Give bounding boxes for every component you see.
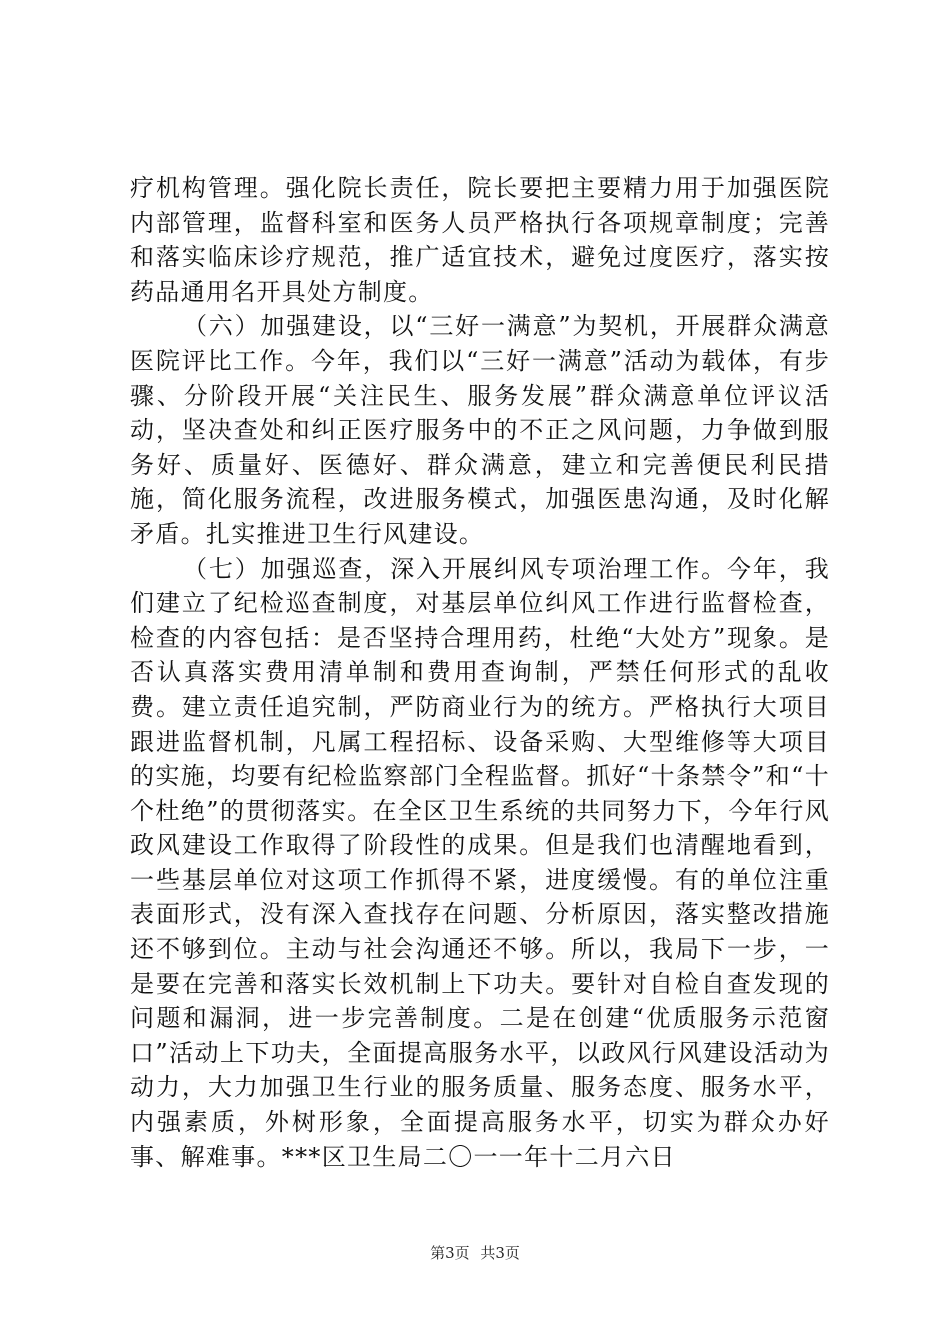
document-body (130, 171, 830, 1174)
page-footer (0, 1243, 950, 1263)
paragraph-hospital-management: 疗机构管理。强化院长责任，院长要把主要精力用于加强医院内部管理，监督科室和医务人员严格执行各项规章制度；完善和落实临床诊疗规范，推广适宜技术，避免过度医疗，落实按药品通用名开具处方制度。 (130, 174, 830, 306)
current-page-label: 第3页 (430, 1244, 470, 1262)
total-pages-label: 共3页 (480, 1244, 520, 1262)
paragraph-section-six: （六）加强建设，以“三好一满意”为契机，开展群众满意医院评比工作。今年，我们以“三好一满意”活动为载体，有步骤、分阶段开展“关注民生、服务发展”群众满意单位评议活动，坚决查处和纠正医疗服务中的不正之风问题，力争做到服务好、质量好、医德好、群众满意，建立和完善便民利民措施，简化服务流程，改进服务模式，加强医患沟通，及时化解矛盾。扎实推进卫生行风建设。 (130, 312, 830, 548)
paragraph-section-seven: （七）加强巡查，深入开展纠风专项治理工作。今年，我们建立了纪检巡查制度，对基层单位纠风工作进行监督检查，检查的内容包括：是否坚持合理用药，杜绝“大处方”现象。是否认真落实费用清单制和费用查询制，严禁任何形式的乱收费。建立责任追究制，严防商业行为的统方。严格执行大项目跟进监督机制，凡属工程招标、设备采购、大型维修等大项目的实施，均要有纪检监察部门全程监督。抓好“十条禁令”和“十个杜绝”的贯彻落实。在全区卫生系统的共同努力下，今年行风政风建设工作取得了阶段性的成果。但是我们也清醒地看到，一些基层单位对这项工作抓得不紧，进度缓慢。有的单位注重表面形式，没有深入查找存在问题、分析原因，落实整改措施还不够到位。主动与社会沟通还不够。所以，我局下一步，一是要在完善和落实长效机制上下功夫。要针对自检自查发现的问题和漏洞，进一步完善制度。二是在创建“优质服务示范窗口”活动上下功夫，全面提高服务水平，以政风行风建设活动为动力，大力加强卫生行业的服务质量、服务态度、服务水平，内强素质，外树形象，全面提高服务水平，切实为群众办好事、解难事。***区卫生局二〇一一年十二月六日 (130, 554, 830, 1171)
